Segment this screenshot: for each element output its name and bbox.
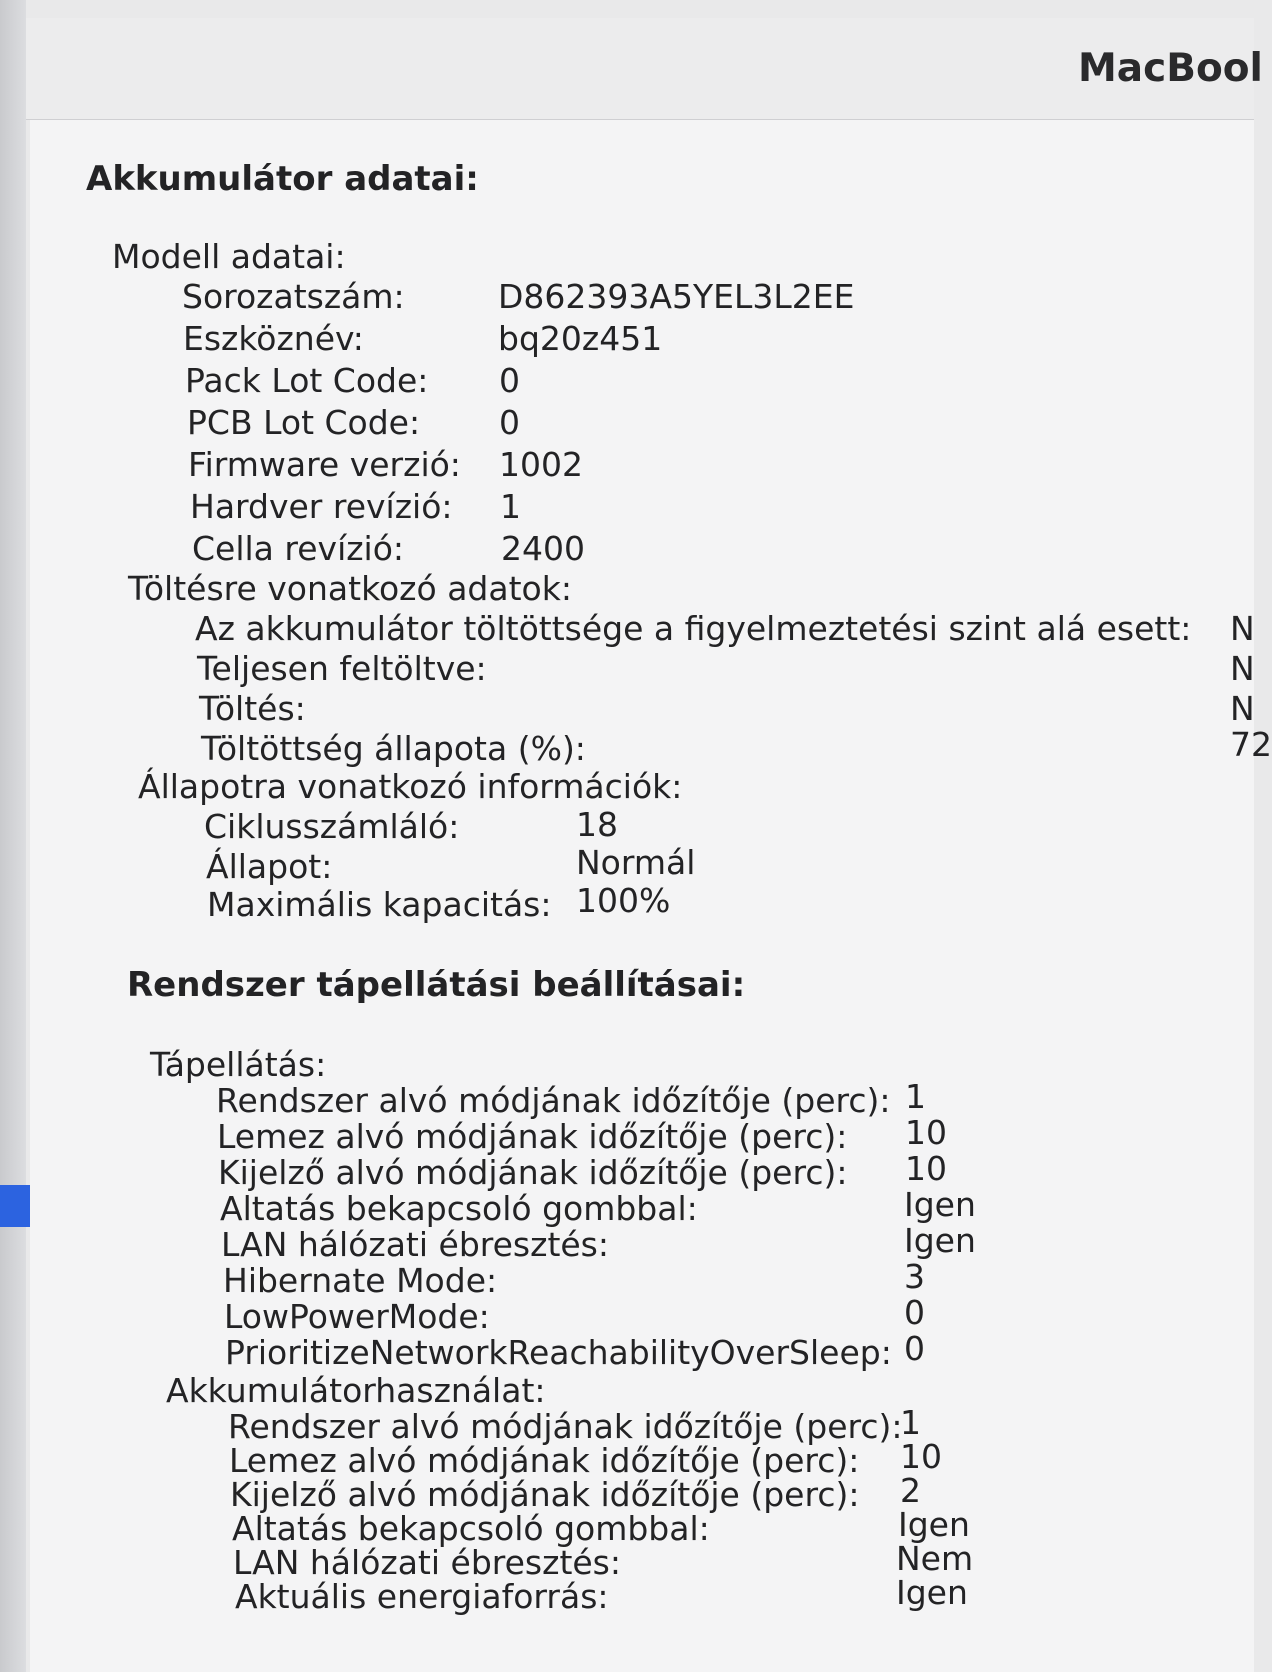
model-label-pack-lot: Pack Lot Code: <box>185 361 429 400</box>
health-header: Állapotra vonatkozó információk: <box>138 767 683 806</box>
health-value-condition: Normál <box>576 843 696 882</box>
ac-label-power-button: Altatás bekapcsoló gombbal: <box>220 1189 698 1228</box>
ac-label-system-sleep: Rendszer alvó módjának időzítője (perc): <box>216 1081 891 1120</box>
bu-value-current-source: Igen <box>896 1573 968 1612</box>
ac-label-disk-sleep: Lemez alvó módjának időzítője (perc): <box>217 1117 848 1156</box>
charge-header: Töltésre vonatkozó adatok: <box>128 569 572 608</box>
model-label-firmware: Firmware verzió: <box>188 445 461 484</box>
model-header: Modell adatai: <box>112 237 346 276</box>
bu-label-disk-sleep: Lemez alvó módjának időzítője (perc): <box>229 1441 860 1480</box>
window-toolbar <box>26 18 1263 120</box>
model-label-cell: Cella revízió: <box>192 529 405 568</box>
ac-value-display-sleep: 10 <box>905 1149 947 1188</box>
system-report-content <box>30 120 1272 1672</box>
model-value-device: bq20z451 <box>498 319 663 358</box>
bu-label-system-sleep: Rendszer alvó módjának időzítője (perc): <box>228 1407 903 1446</box>
charge-label-warning: Az akkumulátor töltöttsége a figyelmeztetési szint alá esett: <box>195 609 1192 648</box>
model-value-hardware: 1 <box>500 487 521 526</box>
charge-value-state: 72 <box>1230 725 1272 764</box>
ac-value-system-sleep: 1 <box>905 1077 926 1116</box>
bu-value-system-sleep: 1 <box>900 1403 921 1442</box>
bu-label-current-source: Aktuális energiaforrás: <box>235 1577 609 1616</box>
health-value-capacity: 100% <box>576 881 671 920</box>
model-value-firmware: 1002 <box>499 445 583 484</box>
sidebar-edge <box>0 0 26 1672</box>
charge-value-charging: N <box>1230 689 1255 728</box>
charge-label-state: Töltöttség állapota (%): <box>201 729 586 768</box>
model-value-serial: D862393A5YEL3L2EE <box>498 277 855 316</box>
ac-value-disk-sleep: 10 <box>905 1113 947 1152</box>
ac-header: Tápellátás: <box>150 1045 327 1084</box>
model-label-hardware: Hardver revízió: <box>190 487 453 526</box>
bu-label-power-button: Altatás bekapcsoló gombbal: <box>232 1509 710 1548</box>
ac-value-prioritize-network: 0 <box>904 1329 925 1368</box>
bu-value-power-button: Igen <box>898 1505 970 1544</box>
ac-label-lowpower: LowPowerMode: <box>224 1297 490 1336</box>
ac-label-display-sleep: Kijelző alvó módjának időzítője (perc): <box>218 1153 848 1192</box>
model-label-pcb-lot: PCB Lot Code: <box>187 403 421 442</box>
health-label-condition: Állapot: <box>206 847 333 886</box>
model-label-serial: Sorozatszám: <box>182 277 405 316</box>
ac-value-power-button: Igen <box>904 1185 976 1224</box>
ac-value-lowpower: 0 <box>904 1293 925 1332</box>
health-value-cycles: 18 <box>576 805 618 844</box>
model-value-pack-lot: 0 <box>499 361 520 400</box>
model-value-cell: 2400 <box>501 529 585 568</box>
battery-section-title: Akkumulátor adatai: <box>86 159 479 199</box>
ac-value-hibernate: 3 <box>904 1257 925 1296</box>
window-title: MacBool <box>1078 46 1263 91</box>
model-label-device: Eszköznév: <box>183 319 364 358</box>
bu-value-wake-lan: Nem <box>896 1539 974 1578</box>
ac-label-hibernate: Hibernate Mode: <box>223 1261 498 1300</box>
ac-label-prioritize-network: PrioritizeNetworkReachabilityOverSleep: <box>225 1333 892 1372</box>
bu-value-display-sleep: 2 <box>900 1471 921 1510</box>
ac-label-wake-lan: LAN hálózati ébresztés: <box>221 1225 609 1264</box>
ac-value-wake-lan: Igen <box>904 1221 976 1260</box>
power-section-title: Rendszer tápellátási beállításai: <box>127 965 746 1005</box>
battery-usage-header: Akkumulátorhasználat: <box>166 1371 546 1410</box>
charge-value-warning: N <box>1230 609 1255 648</box>
model-value-pcb-lot: 0 <box>499 403 520 442</box>
health-label-capacity: Maximális kapacitás: <box>207 885 552 924</box>
charge-label-full: Teljesen feltöltve: <box>197 649 487 688</box>
bu-label-wake-lan: LAN hálózati ébresztés: <box>233 1543 621 1582</box>
health-label-cycles: Ciklusszámláló: <box>204 807 460 846</box>
charge-value-full: N <box>1230 649 1255 688</box>
bu-label-display-sleep: Kijelző alvó módjának időzítője (perc): <box>230 1475 860 1514</box>
bu-value-disk-sleep: 10 <box>900 1437 942 1476</box>
charge-label-charging: Töltés: <box>199 689 306 728</box>
